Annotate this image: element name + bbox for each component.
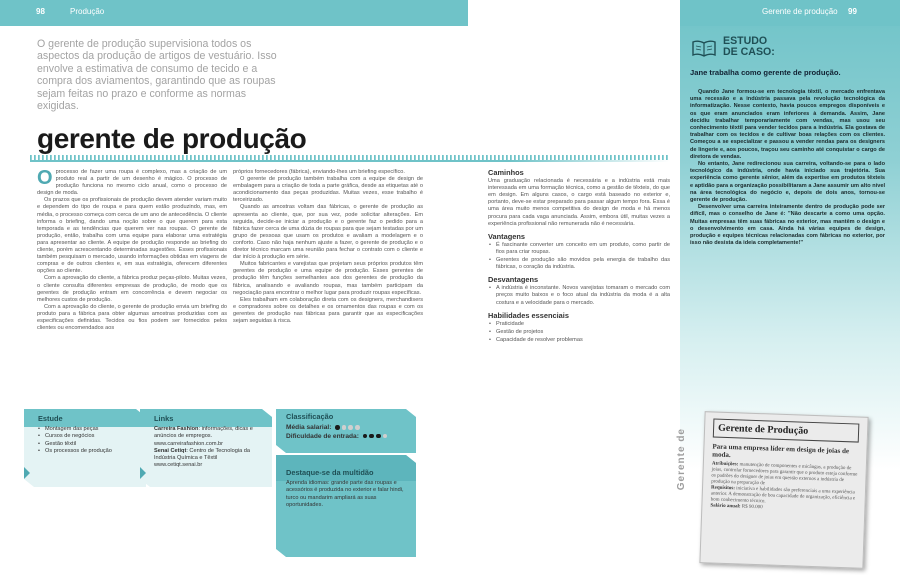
list-item: • É fascinante converter um conceito em um produto, como partir de fios para criar roupas.	[488, 242, 670, 256]
vantagens-list	[488, 242, 670, 271]
caminhos-text: Uma graduação relacionada é necessária e a indústria está mais interessada em uma formação técnica, como a gestão de têxteis, do que em design. Em alguns casos, o cargo está baseado no exterior e, portanto, deve-se estar preparado para passar algum tempo fora. Essa é uma área muito menos competitiva do design de moda e há menos procura para cada vaga anunciada. Assim, embora útil, muitas vezes a experiência profissional não remunerada não é necessária.	[488, 178, 670, 227]
list-item: • Montagem das peças	[38, 426, 144, 433]
destaque-title: Destaque-se da multidão	[286, 468, 374, 477]
clipping-edge-text: Gerente de	[676, 428, 687, 491]
book-icon	[692, 39, 716, 57]
list-item: • A indústria é inconstante. Novos varejistas tomaram o mercado com preços muito baixos e o foco atual da indústria da moda é a alta costura e a velocidade para o mercado.	[488, 285, 670, 306]
rating-dot	[376, 434, 381, 439]
list-item: • Os processos de produção	[38, 448, 144, 455]
links-box	[154, 415, 264, 469]
paragraph: Os prazos que os profissionais de produção devem atender variam muito e dependem do tipo de roupa e para quem estão produzindo, mas, em média, o processo começa com cerca de um ano de antecedência. O cliente informa o briefing, dando uma noção sobre o que querem para esta temporada e as tendências que querem ver nas roupas. O gerente de produção, então, trabalha com uma equipe para elaborar uma estratégia para apresentar ao cliente. A equipe de produção responde ao briefing do cliente, porém acrescentando determinadas sugestões. Esses profissionais também pesquisam o mercado, usando informações obtidas em viagens de compras e de outros clientes e, em sua estratégia, oferecem diferentes opções ao cliente.	[37, 197, 227, 275]
case-study-subtitle: Jane trabalha como gerente de produção.	[690, 68, 841, 77]
clipping-salary: Salário anual: R$ 90.000	[710, 503, 763, 511]
paragraph: O gerente de produção também trabalha com a equipe de design de embalagem para a criação de toda a parte gráfica, desde as etiquetas até o acondicionamento das peças produzidas. Muitas vezes, esse trabalho é terceirizado.	[233, 176, 423, 204]
estude-list	[38, 426, 144, 455]
info-boxes	[24, 407, 424, 557]
list-item: • Praticidade	[488, 321, 670, 328]
rating-dot	[335, 425, 340, 430]
rating-dot	[383, 434, 388, 439]
paragraph: Com a aprovação do cliente, a fábrica produz peças-piloto. Muitas vezes, o cliente consulta diferentes empresas de produção, de modo que os gerentes de produção entram em concorrência e devem negociar os melhores custos de produção.	[37, 275, 227, 303]
link-name[interactable]: Senai Cetiqt	[154, 447, 187, 454]
page-number-left: 98	[36, 7, 45, 16]
page-number-right: 99	[848, 7, 857, 16]
list-item: • Gerentes de produção são movidos pela energia de trabalho das fábricas, o coração da indústria.	[488, 257, 670, 271]
caminhos-heading: Caminhos	[488, 168, 524, 177]
paragraph: Oprocesso de fazer uma roupa é complexo, mas a criação de um produto real a partir de um desenho é mágico. O processo de produção funciona no mesmo ciclo anual, como o processo de design de moda.	[37, 167, 227, 197]
rating-dot	[342, 425, 347, 430]
title-underline	[30, 155, 670, 167]
paragraph: Desenvolver uma carreira inteiramente dentro de produção pode ser difícil, mas o conselho de Jane é: "Não descarte a como uma opção. Muitas empresas têm suas fábricas no exterior, mas mantêm o design e o desenvolvimento em casa. Ainda há várias equipes de design, produção e equipes técnicas relacionadas com fábricas no exterior, por isso não desista da ideia completamente!"	[690, 204, 885, 247]
link-url[interactable]: www.cetiqt.senai.br	[154, 462, 203, 469]
right-page-header	[680, 0, 900, 26]
estude-title: Estude	[38, 414, 63, 423]
rating-dot	[363, 434, 368, 439]
link-entry: Carreira Fashion: informações, dicas e anúncios de empregos.	[154, 426, 253, 440]
rating-dot	[369, 434, 374, 439]
paragraph: Quando Jane formou-se em tecnologia têxtil, o mercado enfrentava uma recessão e a indústria passava pela revolução tecnológica da informatização. Nesse contexto, havia poucos empregos disponíveis e os que eram anunciados eram inferiores à demanda. Assim, Jane decidiu trabalhar temporariamente com vendas, mas usou seu conhecimento têxtil para vender tecidos para a indústria. Ela gostava de trabalhar com os tecidos e de cultivar boas relações com os clientes. Começou a se especializar e passou a vender rendas para os designers de lingerie e, aos poucos, traçou seu caminho até conquistar o cargo de diretora de vendas.	[690, 89, 885, 160]
paragraph: No entanto, Jane redirecionou sua carreira, voltando-se para o lado tecnológico da indústria, onde havia iniciado sua trajetória. Sua experiência como gerente sênior, além da expertise em produtos têxteis e aptidão para a organização possibilitaram a Jane assumir um alto nível na área tecnológica do negócio e, depois de dois anos, tornou-se gerente de produção.	[690, 161, 885, 204]
paragraph: Quando as amostras voltam das fábricas, o gerente de produção as apresenta ao cliente, que, por sua vez, pode solicitar alterações. Em seguida, decide-se iniciar a produção e o gerente faz o pedido para a fábrica fazer cerca de uma dúzia de roupas para que sejam testadas por um grupo de pessoas que usam os produtos e avaliam a modelagem e o conforto. Caso não haja nenhum ajuste a fazer, o gerente de produção e o diretor técnico marcam uma reunião para fechar o contrato com o cliente e dar início à produção em série.	[233, 204, 423, 261]
left-page-header	[0, 0, 468, 26]
clipping-headline: Para uma empresa líder em design de joias de moda.	[712, 442, 850, 460]
paragraph: Eles trabalham em colaboração direta com os designers, merchandisers e compradores sobre os detalhes e os ornamentos das roupas e com os gerentes de produção nas fábricas para garantir que as especificações sejam seguidas à risca.	[233, 296, 423, 324]
estude-box	[38, 415, 144, 455]
clipping-title: Gerente de Produção	[713, 418, 860, 442]
dificuldade-row: Dificuldade de entrada:	[286, 433, 416, 442]
job-ad-clipping	[699, 411, 868, 569]
desvantagens-list	[488, 285, 670, 306]
salario-rating	[333, 424, 359, 431]
habilidades-heading: Habilidades essenciais	[488, 310, 569, 320]
desvantagens-heading: Desvantagens	[488, 275, 539, 285]
clipping-requirements: Requisitos: iniciativa e habilidades são preferenciais a uma experiência anterior. A demonstração de boa capacidade de organização, eficiência e bom conhecimento técnico.	[710, 485, 856, 505]
habilidades-list	[488, 321, 670, 344]
list-item: • Gestão têxtil	[38, 441, 144, 448]
destaque-text: Aprenda idiomas: grande parte das roupas e acessórios é produzida no exterior e falar hindi, turco ou mandarim ampliará as suas oportunidades.	[286, 480, 404, 508]
sidebar-column	[488, 169, 670, 345]
link-entry: Senai Cetiqt: Centro de Tecnologia da Indústria Química e Têxtil	[154, 447, 250, 462]
drop-cap: O	[37, 167, 53, 189]
destaque-box	[286, 469, 414, 509]
intro-paragraph: O gerente de produção supervisiona todos os aspectos da produção de artigos de vestuário. Isso envolve a estimativa de consumo de tecido e a compra dos aviamentos, garantindo que as roupas sejam feitas no prazo e conforme as normas exigidas.	[37, 38, 277, 113]
page-title: gerente de produção	[37, 123, 307, 154]
body-column-2	[233, 169, 423, 325]
clipping-attributions: Atribuições: manutenção de componentes e micângas, a produção de joias, controlar fornecedores para garantir que o produto esteja conforme os padrões do designer de joias em questão externos a indústria de produção na preparação de	[711, 461, 858, 487]
list-item: • Capacidade de resolver problemas	[488, 337, 670, 344]
paragraph: próprios fornecedores (fábrica), enviando-lhes um briefing específico.	[233, 169, 405, 175]
rating-dot	[355, 425, 360, 430]
case-study-title: ESTUDO DE CASO:	[723, 35, 775, 58]
section-name-left: Produção	[70, 7, 105, 16]
link-name[interactable]: Carreira Fashion	[154, 426, 199, 433]
section-name-right: Gerente de produção	[762, 7, 838, 16]
classificacao-box	[286, 413, 416, 441]
links-title: Links	[154, 414, 174, 423]
paragraph: Muitos fabricantes e varejistas que projetam seus próprios produtos têm gerentes de produção e uma equipe de produção. Esses gerentes de produção têm funções semelhantes aos dos gerentes de produção da fábrica, analisando e avaliando roupas, mas também participam da negociação para encontrar o melhor lugar para produzir roupas específicas.	[233, 261, 423, 296]
rating-dot	[348, 425, 353, 430]
case-study-text	[690, 89, 885, 247]
list-item: • Gestão de projetos	[488, 329, 670, 336]
link-url[interactable]: www.carreirafashion.com.br	[154, 440, 224, 447]
paragraph: Com a aprovação do cliente, o gerente de produção envia um briefing do produto para a fábrica para obter algumas amostras produzidas com as especificações definidas. Tecidos ou fios podem ser fornecidos pelos clientes ou encomendados aos	[37, 303, 227, 332]
classificacao-title: Classificação	[286, 412, 334, 421]
salario-row: Média salarial:	[286, 424, 416, 433]
list-item: • Cursos de negócios	[38, 433, 144, 440]
dificuldade-rating	[361, 433, 387, 440]
vantagens-heading: Vantagens	[488, 231, 525, 241]
body-column-1	[37, 169, 227, 332]
